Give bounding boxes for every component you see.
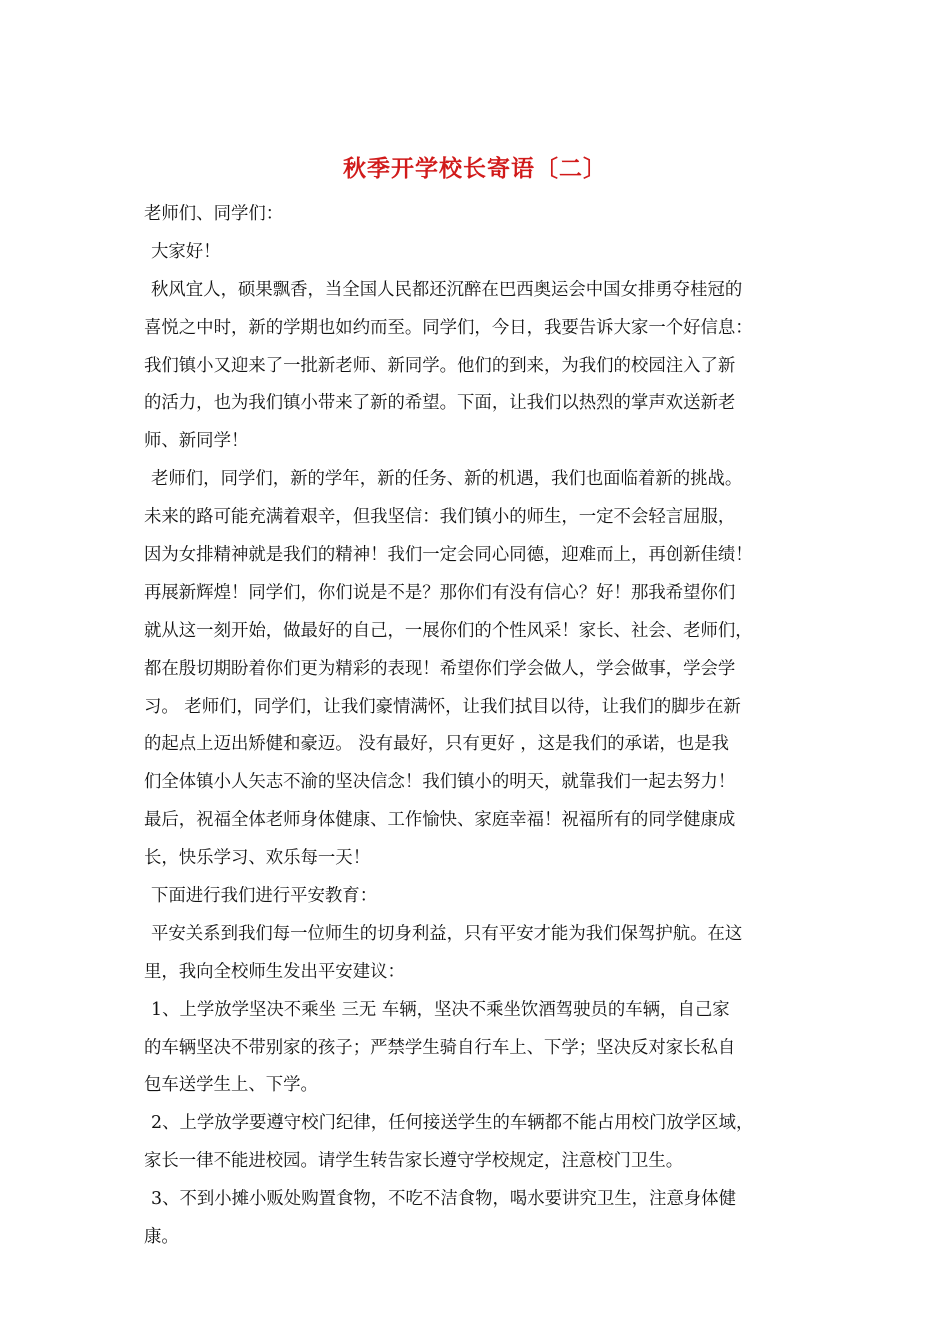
text-line: 里，我向全校师生发出平安建议： — [144, 961, 405, 982]
text-line: 包车送学生上、下学。 — [144, 1075, 318, 1096]
text-line: 老师们，同学们，新的学年，新的任务、新的机遇，我们也面临着新的挑战。 — [151, 469, 743, 490]
text-line: 1、上学放学坚决不乘坐 三无 车辆，坚决不乘坐饮酒驾驶员的车辆，自己家 — [151, 999, 730, 1020]
text-line: 大家好！ — [151, 241, 221, 262]
text-line: 的车辆坚决不带别家的孩子；严禁学生骑自行车上、下学；坚决反对家长私自 — [144, 1037, 736, 1058]
text-line: 3、不到小摊小贩处购置食物，不吃不洁食物，喝水要讲究卫生，注意身体健 — [151, 1189, 736, 1210]
document-title: 秋季开学校长寄语〔二〕 — [343, 155, 607, 182]
text-line: 的活力，也为我们镇小带来了新的希望。下面，让我们以热烈的掌声欢送新老 — [144, 393, 736, 414]
text-line: 长，快乐学习、欢乐每一天！ — [144, 848, 371, 869]
text-line: 们全体镇小人矢志不渝的坚决信念！我们镇小的明天，就靠我们一起去努力！ — [144, 772, 736, 793]
text-line: 的起点上迈出矫健和豪迈。 没有最好，只有更好 ，这是我们的承诺，也是我 — [144, 734, 729, 755]
text-line: 习。 老师们，同学们，让我们豪情满怀，让我们拭目以待，让我们的脚步在新 — [144, 696, 741, 717]
text-line: 2、上学放学要遵守校门纪律，任何接送学生的车辆都不能占用校门放学区域， — [151, 1113, 754, 1134]
text-line: 再展新辉煌！同学们，你们说是不是？那你们有没有信心？好！那我希望你们 — [144, 582, 736, 603]
document-body — [144, 196, 814, 1257]
text-line: 康。 — [144, 1227, 179, 1248]
text-line: 师、新同学！ — [144, 431, 249, 452]
text-line: 就从这一刻开始，做最好的自己，一展你们的个性风采！家长、社会、老师们， — [144, 620, 753, 641]
text-line: 最后，祝福全体老师身体健康、工作愉快、家庭幸福！祝福所有的同学健康成 — [144, 810, 736, 831]
text-line: 老师们、同学们： — [144, 204, 284, 224]
text-line: 平安关系到我们每一位师生的切身利益，只有平安才能为我们保驾护航。在这 — [151, 923, 743, 944]
text-line: 家长一律不能进校园。请学生转告家长遵守学校规定，注意校门卫生。 — [144, 1151, 684, 1172]
text-line: 因为女排精神就是我们的精神！我们一定会同心同德，迎难而上，再创新佳绩！ — [144, 545, 753, 566]
text-line: 我们镇小又迎来了一批新老师、新同学。他们的到来，为我们的校园注入了新 — [144, 355, 736, 376]
text-line: 秋风宜人，硕果飘香，当全国人民都还沉醉在巴西奥运会中国女排勇夺桂冠的 — [151, 279, 743, 300]
text-line: 下面进行我们进行平安教育： — [151, 886, 378, 907]
text-line: 未来的路可能充满着艰辛，但我坚信：我们镇小的师生，一定不会轻言屈服， — [144, 507, 736, 528]
text-line: 都在殷切期盼着你们更为精彩的表现！希望你们学会做人，学会做事，学会学 — [144, 658, 736, 679]
text-line: 喜悦之中时，新的学期也如约而至。同学们，今日，我要告诉大家一个好信息： — [144, 317, 753, 338]
